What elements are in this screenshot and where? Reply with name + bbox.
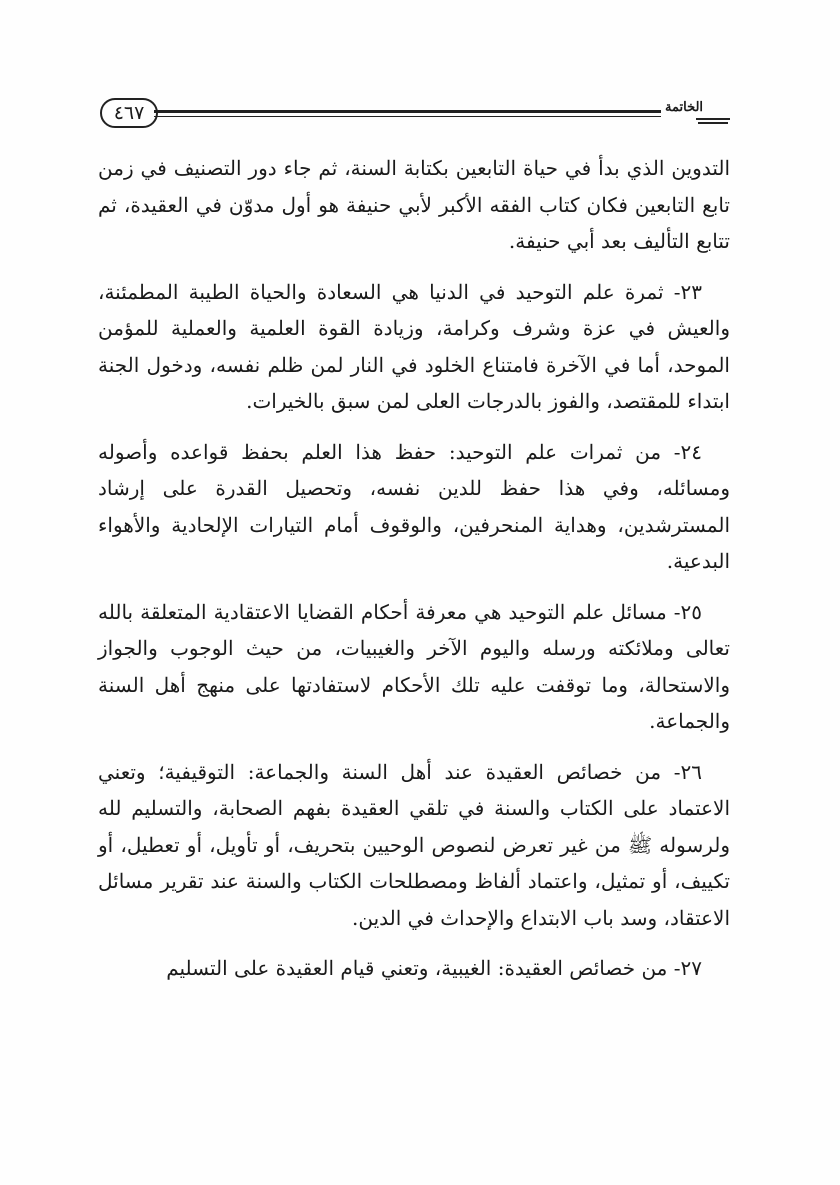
paragraph: التدوين الذي بدأ في حياة التابعين بكتابة السنة، ثم جاء دور التصنيف في زمن تابع التابعين فكان كتاب الفقه الأكبر لأبي حنيفة هو أول مدوّن في العقيدة، ثم تتابع التأليف بعد أبي حنيفة. [98,156,730,253]
page-header [100,98,730,132]
title-ornament [696,118,730,120]
title-ornament [698,122,728,124]
paragraph: ٢٦- من خصائص العقيدة عند أهل السنة والجماعة: التوقيفية؛ وتعني الاعتماد على الكتاب والسنة في تلقي العقيدة بفهم الصحابة، والتسليم لله ولرسوله ﷺ من غير تعرض لنصوص الوحيين بتحريف، أو تأويل، أو تعطيل، أو تكييف، أو تمثيل، واعتماد ألفاظ ومصطلحات الكتاب والسنة عند تقرير مسائل الاعتقاد، وسد باب الابتداع والإحداث في الدين. [98,759,731,930]
page-number: ٤٦٧ [100,98,158,128]
paragraph: ٢٥- مسائل علم التوحيد هي معرفة أحكام القضايا الاعتقادية المتعلقة بالله تعالى وملائكته ورسله واليوم الآخر والغيبيات، من حيث الوجوب والجواز والاستحالة، وما توقفت عليه تلك الأحكام لاستفادتها على منهج أهل السنة والجماعة. [98,599,730,733]
paragraph: ٢٧- من خصائص العقيدة: الغيبية، وتعني قيام العقيدة على التسليم [166,956,702,980]
paragraph: ٢٣- ثمرة علم التوحيد في الدنيا هي السعادة والحياة الطيبة المطمئنة، والعيش في عزة وشرف وكرامة، وزيادة القوة العلمية والعملية للمؤمن الموحد، أما في الآخرة فامتناع الخلود في النار لمن ظلم نفسه، ودخول الجنة ابتداء للمقتصد، والفوز بالدرجات العلى لمن سبق بالخيرات. [98,279,730,413]
page-body [98,150,730,1001]
running-title: الخاتمة [665,100,704,115]
header-rule [154,110,661,113]
header-rule-thin [154,116,661,117]
paragraph: ٢٤- من ثمرات علم التوحيد: حفظ هذا العلم بحفظ قواعده وأصوله ومسائله، وفي هذا حفظ للدين نفسه، وتحصيل القدرة على إرشاد المسترشدين، وهداية المنحرفين، والوقوف أمام التيارات الإلحادية والأهواء البدعية. [98,439,730,573]
